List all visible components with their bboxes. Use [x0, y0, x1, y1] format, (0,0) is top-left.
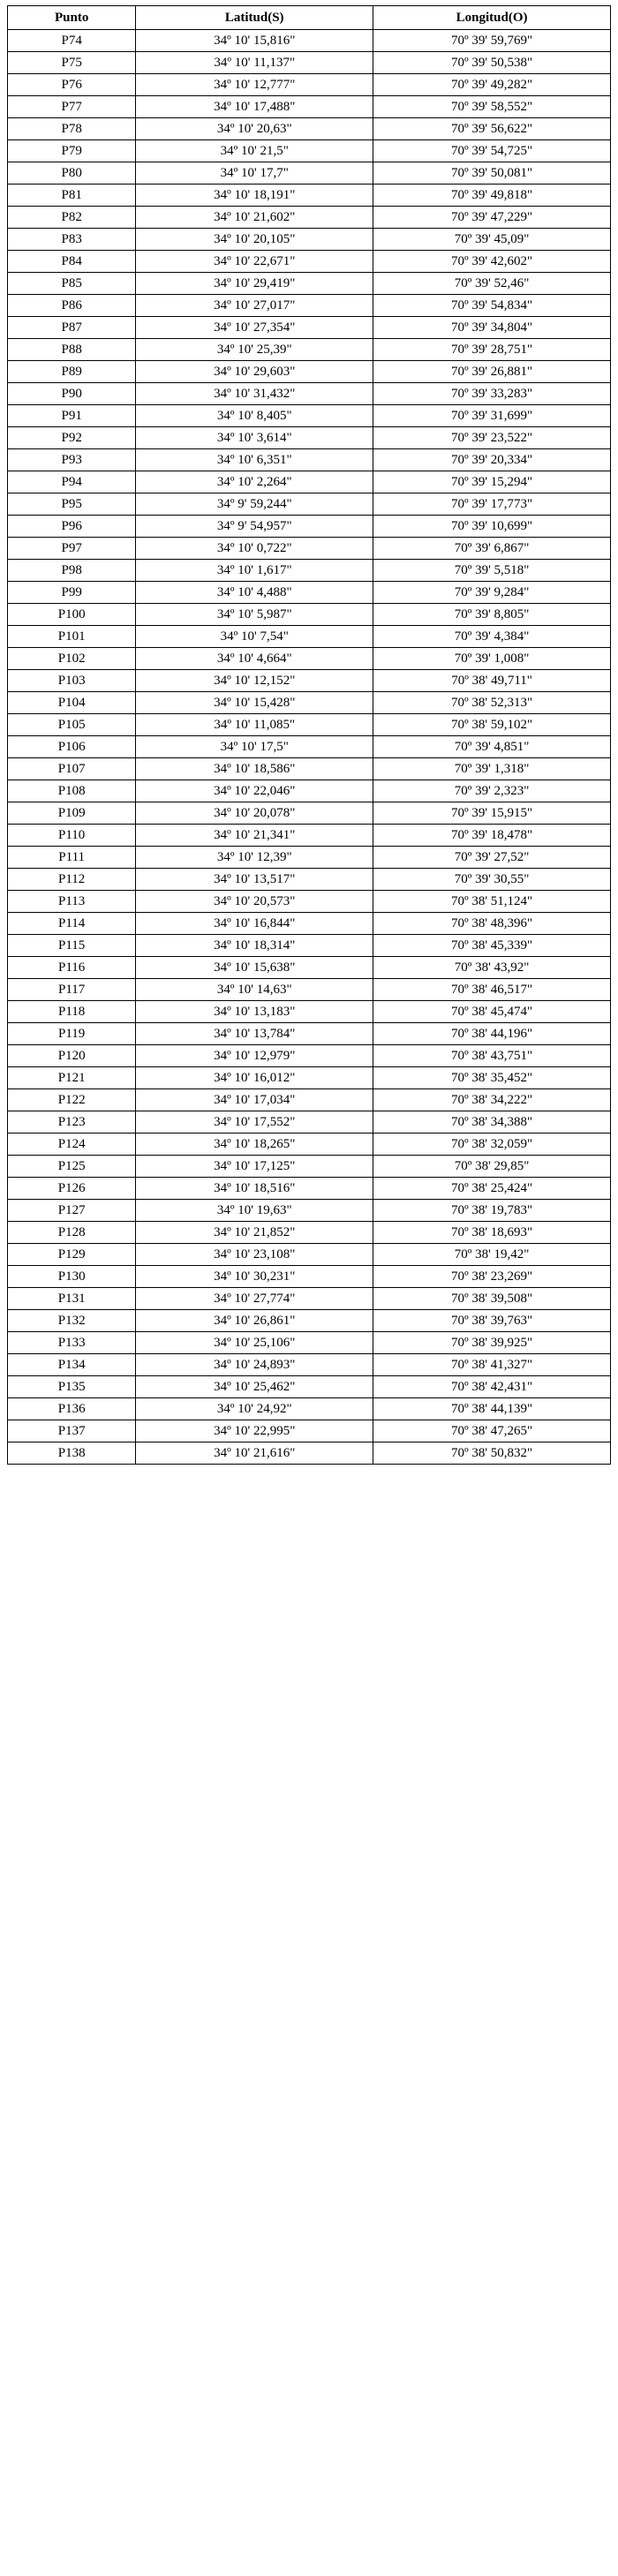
cell-punto: P88: [8, 339, 136, 361]
table-row: [8, 604, 611, 626]
cell-punto: P138: [8, 1442, 136, 1465]
table-row: [8, 1178, 611, 1200]
table-row: [8, 670, 611, 692]
cell-latitud: 34º 10' 21,341": [136, 825, 373, 847]
table-row: [8, 317, 611, 339]
cell-punto: P77: [8, 96, 136, 118]
table-row: [8, 869, 611, 891]
cell-longitud: 70º 39' 1,318": [373, 758, 611, 780]
cell-latitud: 34º 10' 11,085": [136, 714, 373, 736]
cell-punto: P115: [8, 935, 136, 957]
table-row: [8, 736, 611, 758]
cell-latitud: 34º 10' 20,078": [136, 802, 373, 825]
cell-punto: P119: [8, 1023, 136, 1045]
cell-latitud: 34º 10' 0,722": [136, 538, 373, 560]
cell-longitud: 70º 38' 50,832": [373, 1442, 611, 1465]
cell-longitud: 70º 38' 41,327": [373, 1354, 611, 1376]
cell-latitud: 34º 9' 59,244": [136, 493, 373, 516]
cell-latitud: 34º 10' 16,844": [136, 913, 373, 935]
cell-longitud: 70º 39' 15,915": [373, 802, 611, 825]
table-row: [8, 74, 611, 96]
cell-punto: P105: [8, 714, 136, 736]
cell-longitud: 70º 38' 43,751": [373, 1045, 611, 1067]
cell-latitud: 34º 10' 5,987": [136, 604, 373, 626]
cell-punto: P75: [8, 52, 136, 74]
table-row: [8, 251, 611, 273]
cell-punto: P124: [8, 1134, 136, 1156]
cell-latitud: 34º 10' 22,995": [136, 1420, 373, 1442]
cell-latitud: 34º 10' 22,671": [136, 251, 373, 273]
cell-latitud: 34º 10' 25,462": [136, 1376, 373, 1398]
cell-punto: P133: [8, 1332, 136, 1354]
table-header-row: [8, 6, 611, 30]
table-row: [8, 493, 611, 516]
cell-longitud: 70º 38' 45,339": [373, 935, 611, 957]
cell-punto: P110: [8, 825, 136, 847]
cell-punto: P83: [8, 229, 136, 251]
table-row: [8, 979, 611, 1001]
table-row: [8, 229, 611, 251]
cell-punto: P76: [8, 74, 136, 96]
cell-longitud: 70º 39' 5,518": [373, 560, 611, 582]
cell-longitud: 70º 39' 49,282": [373, 74, 611, 96]
cell-longitud: 70º 38' 25,424": [373, 1178, 611, 1200]
cell-longitud: 70º 39' 15,294": [373, 471, 611, 493]
table-row: [8, 714, 611, 736]
cell-punto: P80: [8, 162, 136, 185]
cell-punto: P79: [8, 140, 136, 162]
cell-punto: P87: [8, 317, 136, 339]
cell-longitud: 70º 38' 39,925": [373, 1332, 611, 1354]
cell-punto: P117: [8, 979, 136, 1001]
cell-longitud: 70º 38' 39,508": [373, 1288, 611, 1310]
table-row: [8, 516, 611, 538]
cell-latitud: 34º 10' 12,39": [136, 847, 373, 869]
cell-punto: P131: [8, 1288, 136, 1310]
cell-latitud: 34º 10' 12,979": [136, 1045, 373, 1067]
cell-longitud: 70º 38' 32,059": [373, 1134, 611, 1156]
cell-latitud: 34º 10' 11,137": [136, 52, 373, 74]
cell-longitud: 70º 39' 9,284": [373, 582, 611, 604]
cell-longitud: 70º 38' 51,124": [373, 891, 611, 913]
cell-punto: P94: [8, 471, 136, 493]
cell-punto: P85: [8, 273, 136, 295]
cell-longitud: 70º 39' 54,725": [373, 140, 611, 162]
cell-longitud: 70º 39' 26,881": [373, 361, 611, 383]
cell-longitud: 70º 39' 2,323": [373, 780, 611, 802]
cell-punto: P132: [8, 1310, 136, 1332]
cell-latitud: 34º 10' 1,617": [136, 560, 373, 582]
cell-longitud: 70º 38' 52,313": [373, 692, 611, 714]
cell-longitud: 70º 39' 10,699": [373, 516, 611, 538]
cell-punto: P113: [8, 891, 136, 913]
cell-latitud: 34º 10' 24,92": [136, 1398, 373, 1420]
table-body: [8, 30, 611, 1465]
cell-longitud: 70º 38' 18,693": [373, 1222, 611, 1244]
cell-longitud: 70º 38' 19,42": [373, 1244, 611, 1266]
cell-punto: P93: [8, 449, 136, 471]
cell-latitud: 34º 10' 29,419": [136, 273, 373, 295]
cell-latitud: 34º 10' 13,517": [136, 869, 373, 891]
cell-longitud: 70º 39' 59,769": [373, 30, 611, 52]
cell-punto: P107: [8, 758, 136, 780]
cell-latitud: 34º 10' 15,638": [136, 957, 373, 979]
cell-punto: P134: [8, 1354, 136, 1376]
cell-latitud: 34º 10' 27,017": [136, 295, 373, 317]
cell-punto: P111: [8, 847, 136, 869]
table-row: [8, 118, 611, 140]
cell-punto: P108: [8, 780, 136, 802]
cell-latitud: 34º 10' 19,63": [136, 1200, 373, 1222]
cell-longitud: 70º 39' 50,081": [373, 162, 611, 185]
cell-punto: P114: [8, 913, 136, 935]
cell-longitud: 70º 39' 20,334": [373, 449, 611, 471]
cell-longitud: 70º 39' 47,229": [373, 207, 611, 229]
cell-punto: P118: [8, 1001, 136, 1023]
cell-latitud: 34º 10' 12,152": [136, 670, 373, 692]
table-header: [8, 6, 611, 30]
cell-longitud: 70º 39' 42,602": [373, 251, 611, 273]
cell-latitud: 34º 10' 21,5": [136, 140, 373, 162]
cell-latitud: 34º 10' 17,5": [136, 736, 373, 758]
cell-punto: P135: [8, 1376, 136, 1398]
cell-longitud: 70º 39' 30,55": [373, 869, 611, 891]
cell-punto: P90: [8, 383, 136, 405]
table-row: [8, 802, 611, 825]
table-row: [8, 427, 611, 449]
cell-longitud: 70º 38' 34,222": [373, 1089, 611, 1111]
cell-longitud: 70º 38' 35,452": [373, 1067, 611, 1089]
cell-punto: P104: [8, 692, 136, 714]
cell-latitud: 34º 10' 25,39": [136, 339, 373, 361]
cell-punto: P81: [8, 185, 136, 207]
cell-latitud: 34º 10' 17,034": [136, 1089, 373, 1111]
table-row: [8, 30, 611, 52]
cell-longitud: 70º 39' 58,552": [373, 96, 611, 118]
cell-latitud: 34º 10' 27,774": [136, 1288, 373, 1310]
cell-longitud: 70º 39' 18,478": [373, 825, 611, 847]
table-row: [8, 1045, 611, 1067]
cell-longitud: 70º 38' 29,85": [373, 1156, 611, 1178]
cell-punto: P82: [8, 207, 136, 229]
table-row: [8, 449, 611, 471]
column-header-punto: Punto: [8, 6, 136, 30]
table-row: [8, 957, 611, 979]
table-row: [8, 692, 611, 714]
cell-longitud: 70º 39' 4,851": [373, 736, 611, 758]
cell-longitud: 70º 38' 39,763": [373, 1310, 611, 1332]
table-row: [8, 1398, 611, 1420]
cell-latitud: 34º 10' 22,046": [136, 780, 373, 802]
table-row: [8, 405, 611, 427]
cell-punto: P78: [8, 118, 136, 140]
cell-longitud: 70º 38' 46,517": [373, 979, 611, 1001]
cell-latitud: 34º 10' 18,314": [136, 935, 373, 957]
cell-longitud: 70º 39' 6,867": [373, 538, 611, 560]
table-row: [8, 582, 611, 604]
table-row: [8, 471, 611, 493]
table-row: [8, 780, 611, 802]
table-row: [8, 1376, 611, 1398]
cell-latitud: 34º 10' 16,012": [136, 1067, 373, 1089]
cell-latitud: 34º 10' 17,125": [136, 1156, 373, 1178]
table-row: [8, 1442, 611, 1465]
cell-longitud: 70º 39' 56,622": [373, 118, 611, 140]
cell-latitud: 34º 10' 13,183": [136, 1001, 373, 1023]
cell-latitud: 34º 10' 7,54": [136, 626, 373, 648]
cell-latitud: 34º 10' 24,893": [136, 1354, 373, 1376]
cell-longitud: 70º 38' 44,139": [373, 1398, 611, 1420]
table-row: [8, 185, 611, 207]
table-row: [8, 1067, 611, 1089]
cell-punto: P89: [8, 361, 136, 383]
cell-longitud: 70º 38' 47,265": [373, 1420, 611, 1442]
cell-longitud: 70º 38' 44,196": [373, 1023, 611, 1045]
table-row: [8, 1023, 611, 1045]
cell-longitud: 70º 39' 28,751": [373, 339, 611, 361]
cell-longitud: 70º 38' 42,431": [373, 1376, 611, 1398]
cell-latitud: 34º 10' 4,664": [136, 648, 373, 670]
cell-latitud: 34º 10' 21,616": [136, 1442, 373, 1465]
table-row: [8, 96, 611, 118]
cell-punto: P126: [8, 1178, 136, 1200]
cell-longitud: 70º 39' 34,804": [373, 317, 611, 339]
cell-longitud: 70º 38' 45,474": [373, 1001, 611, 1023]
cell-punto: P96: [8, 516, 136, 538]
cell-latitud: 34º 10' 13,784": [136, 1023, 373, 1045]
table-row: [8, 626, 611, 648]
cell-punto: P127: [8, 1200, 136, 1222]
cell-latitud: 34º 10' 18,516": [136, 1178, 373, 1200]
cell-latitud: 34º 10' 12,777": [136, 74, 373, 96]
cell-latitud: 34º 10' 17,552": [136, 1111, 373, 1134]
cell-punto: P101: [8, 626, 136, 648]
cell-longitud: 70º 38' 23,269": [373, 1266, 611, 1288]
cell-punto: P121: [8, 1067, 136, 1089]
table-row: [8, 847, 611, 869]
table-row: [8, 935, 611, 957]
cell-latitud: 34º 10' 17,488": [136, 96, 373, 118]
table-row: [8, 1134, 611, 1156]
table-row: [8, 1156, 611, 1178]
cell-latitud: 34º 10' 6,351": [136, 449, 373, 471]
table-row: [8, 648, 611, 670]
cell-longitud: 70º 38' 59,102": [373, 714, 611, 736]
cell-punto: P103: [8, 670, 136, 692]
cell-latitud: 34º 10' 8,405": [136, 405, 373, 427]
table-row: [8, 1354, 611, 1376]
cell-punto: P102: [8, 648, 136, 670]
cell-latitud: 34º 10' 20,63": [136, 118, 373, 140]
table-row: [8, 891, 611, 913]
cell-punto: P116: [8, 957, 136, 979]
cell-longitud: 70º 39' 49,818": [373, 185, 611, 207]
cell-punto: P137: [8, 1420, 136, 1442]
cell-latitud: 34º 10' 29,603": [136, 361, 373, 383]
cell-longitud: 70º 39' 4,384": [373, 626, 611, 648]
cell-longitud: 70º 39' 52,46": [373, 273, 611, 295]
cell-latitud: 34º 10' 18,265": [136, 1134, 373, 1156]
cell-punto: P125: [8, 1156, 136, 1178]
cell-punto: P99: [8, 582, 136, 604]
table-row: [8, 295, 611, 317]
table-row: [8, 1089, 611, 1111]
cell-punto: P136: [8, 1398, 136, 1420]
cell-punto: P106: [8, 736, 136, 758]
table-row: [8, 1266, 611, 1288]
cell-latitud: 34º 10' 27,354": [136, 317, 373, 339]
table-row: [8, 383, 611, 405]
cell-latitud: 34º 10' 23,108": [136, 1244, 373, 1266]
column-header-longitud: Longitud(O): [373, 6, 611, 30]
cell-latitud: 34º 10' 14,63": [136, 979, 373, 1001]
table-row: [8, 560, 611, 582]
cell-latitud: 34º 10' 3,614": [136, 427, 373, 449]
cell-longitud: 70º 39' 1,008": [373, 648, 611, 670]
cell-longitud: 70º 39' 33,283": [373, 383, 611, 405]
cell-punto: P109: [8, 802, 136, 825]
cell-punto: P95: [8, 493, 136, 516]
cell-latitud: 34º 10' 20,573": [136, 891, 373, 913]
cell-latitud: 34º 10' 15,428": [136, 692, 373, 714]
cell-latitud: 34º 10' 30,231": [136, 1266, 373, 1288]
cell-longitud: 70º 39' 27,52": [373, 847, 611, 869]
cell-latitud: 34º 10' 2,264": [136, 471, 373, 493]
cell-latitud: 34º 10' 20,105": [136, 229, 373, 251]
table-row: [8, 1420, 611, 1442]
cell-longitud: 70º 39' 50,538": [373, 52, 611, 74]
cell-latitud: 34º 10' 18,191": [136, 185, 373, 207]
table-row: [8, 825, 611, 847]
cell-longitud: 70º 39' 17,773": [373, 493, 611, 516]
table-row: [8, 1332, 611, 1354]
table-row: [8, 140, 611, 162]
cell-longitud: 70º 39' 31,699": [373, 405, 611, 427]
cell-longitud: 70º 39' 23,522": [373, 427, 611, 449]
table-row: [8, 273, 611, 295]
cell-latitud: 34º 10' 26,861": [136, 1310, 373, 1332]
cell-punto: P130: [8, 1266, 136, 1288]
cell-longitud: 70º 38' 19,783": [373, 1200, 611, 1222]
cell-punto: P92: [8, 427, 136, 449]
cell-punto: P129: [8, 1244, 136, 1266]
table-row: [8, 339, 611, 361]
cell-latitud: 34º 10' 21,602": [136, 207, 373, 229]
table-row: [8, 52, 611, 74]
cell-punto: P100: [8, 604, 136, 626]
cell-punto: P112: [8, 869, 136, 891]
table-row: [8, 758, 611, 780]
table-row: [8, 207, 611, 229]
cell-latitud: 34º 10' 21,852": [136, 1222, 373, 1244]
cell-punto: P97: [8, 538, 136, 560]
table-row: [8, 361, 611, 383]
table-row: [8, 1288, 611, 1310]
table-row: [8, 162, 611, 185]
cell-punto: P91: [8, 405, 136, 427]
table-row: [8, 1222, 611, 1244]
cell-punto: P98: [8, 560, 136, 582]
table-row: [8, 1200, 611, 1222]
table-row: [8, 1111, 611, 1134]
table-row: [8, 1244, 611, 1266]
cell-punto: P86: [8, 295, 136, 317]
cell-punto: P120: [8, 1045, 136, 1067]
cell-latitud: 34º 10' 18,586": [136, 758, 373, 780]
cell-latitud: 34º 9' 54,957": [136, 516, 373, 538]
table-row: [8, 538, 611, 560]
cell-longitud: 70º 38' 48,396": [373, 913, 611, 935]
cell-longitud: 70º 38' 34,388": [373, 1111, 611, 1134]
cell-latitud: 34º 10' 17,7": [136, 162, 373, 185]
cell-longitud: 70º 38' 49,711": [373, 670, 611, 692]
cell-longitud: 70º 39' 54,834": [373, 295, 611, 317]
cell-longitud: 70º 39' 8,805": [373, 604, 611, 626]
cell-longitud: 70º 38' 43,92": [373, 957, 611, 979]
cell-punto: P74: [8, 30, 136, 52]
table-row: [8, 1001, 611, 1023]
cell-latitud: 34º 10' 31,432": [136, 383, 373, 405]
cell-punto: P84: [8, 251, 136, 273]
cell-latitud: 34º 10' 4,488": [136, 582, 373, 604]
cell-punto: P122: [8, 1089, 136, 1111]
cell-punto: P128: [8, 1222, 136, 1244]
coordinates-table: [7, 5, 611, 1465]
cell-longitud: 70º 39' 45,09": [373, 229, 611, 251]
cell-latitud: 34º 10' 25,106": [136, 1332, 373, 1354]
table-row: [8, 1310, 611, 1332]
cell-latitud: 34º 10' 15,816": [136, 30, 373, 52]
column-header-latitud: Latitud(S): [136, 6, 373, 30]
cell-punto: P123: [8, 1111, 136, 1134]
table-row: [8, 913, 611, 935]
